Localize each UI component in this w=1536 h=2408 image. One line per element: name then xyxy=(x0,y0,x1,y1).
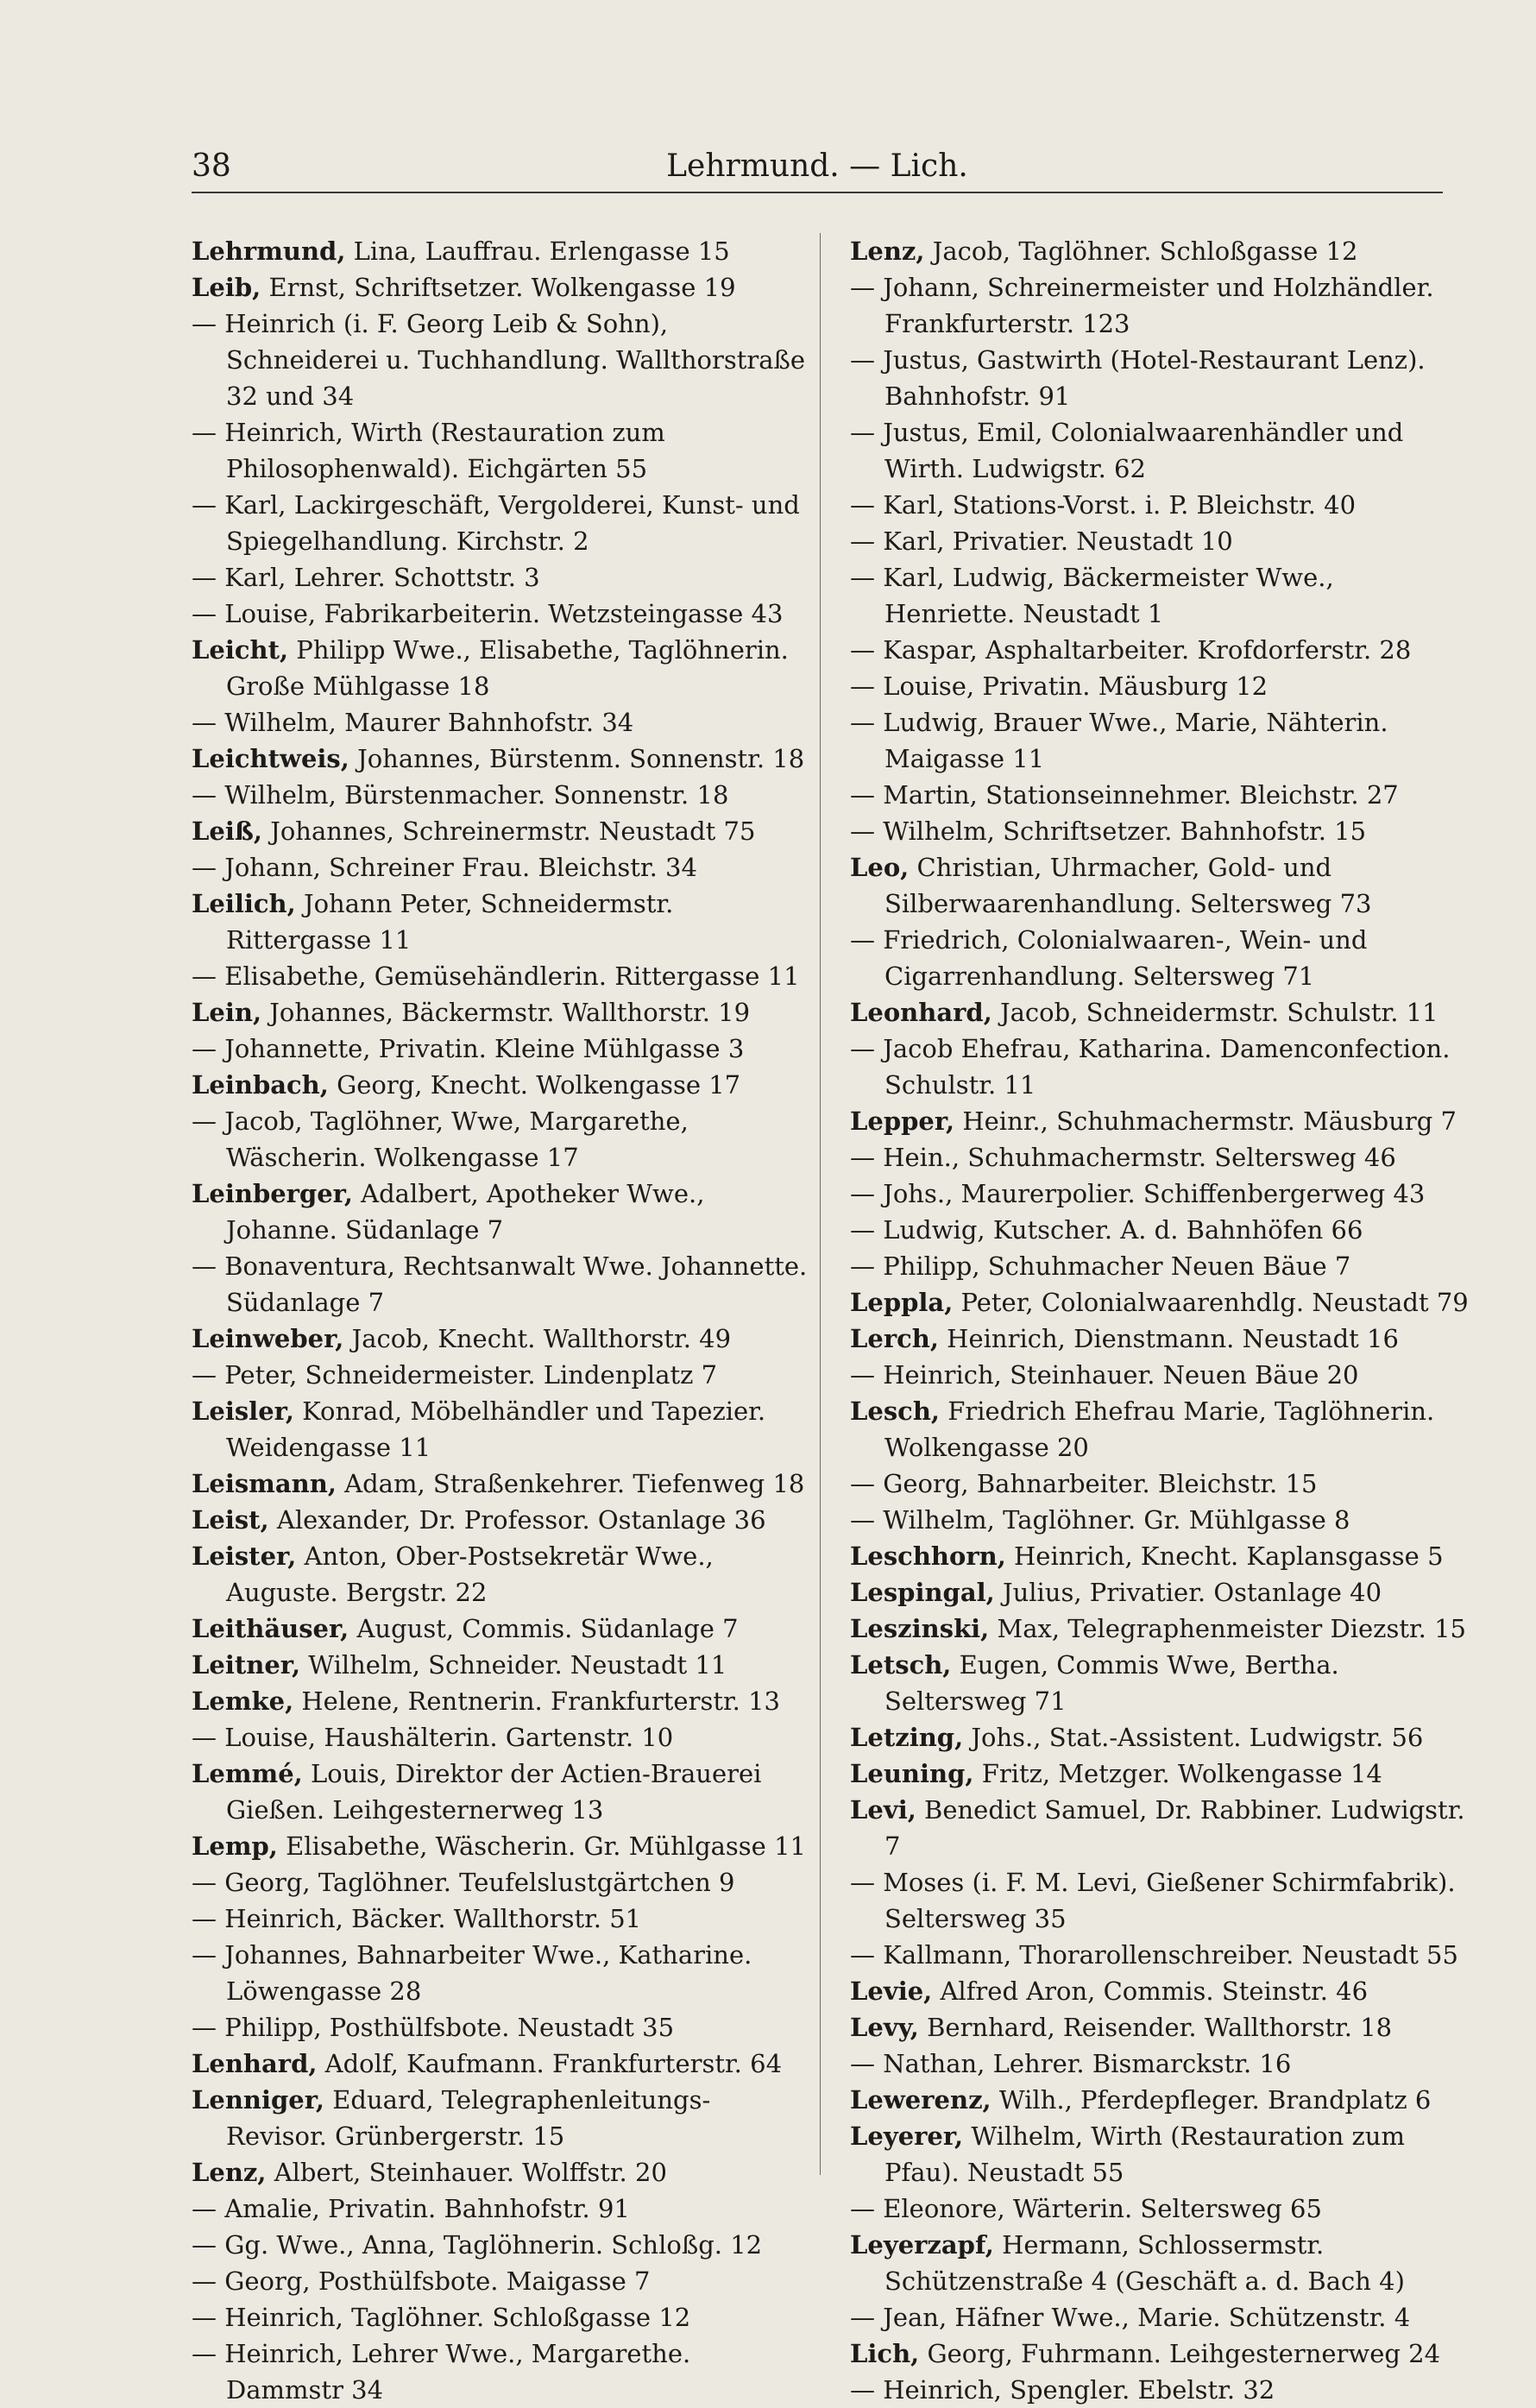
directory-entry xyxy=(192,741,811,777)
directory-entry xyxy=(850,1937,1470,1973)
directory-entry xyxy=(192,2263,811,2299)
entry-surname: Lerch, xyxy=(850,1324,939,1353)
entry-details: Helene, Rentnerin. Frankfurterstr. 13 xyxy=(293,1686,781,1716)
entry-details: Wilh., Pferdepfleger. Brandplatz 6 xyxy=(991,2085,1432,2115)
entry-details: — Karl, Privatier. Neustadt 10 xyxy=(850,526,1233,556)
entry-details: — Hein., Schuhmachermstr. Seltersweg 46 xyxy=(850,1143,1396,1172)
directory-entry xyxy=(192,1538,811,1611)
entry-details: — Bonaventura, Rechtsanwalt Wwe. Johannette. Südanlage 7 xyxy=(192,1251,808,1317)
directory-entry xyxy=(850,1538,1470,1574)
directory-entry xyxy=(192,849,811,886)
entry-details: — Johannes, Bahnarbeiter Wwe., Katharine. Löwengasse 28 xyxy=(192,1940,752,2006)
entry-details: — Friedrich, Colonialwaaren-, Wein- und Cigarrenhandlung. Seltersweg 71 xyxy=(850,925,1368,991)
entry-surname: Lenniger, xyxy=(192,2085,325,2115)
directory-entry xyxy=(192,777,811,813)
entry-surname: Leismann, xyxy=(192,1469,337,1498)
directory-entry xyxy=(192,269,811,306)
entry-surname: Letsch, xyxy=(850,1650,952,1680)
entry-surname: Lemmé, xyxy=(192,1759,303,1788)
directory-entry xyxy=(192,2299,811,2336)
entry-details: — Heinrich, Wirth (Restauration zum Philosophenwald). Eichgärten 55 xyxy=(192,418,665,483)
directory-entry xyxy=(192,1067,811,1103)
entry-details: — Eleonore, Wärterin. Seltersweg 65 xyxy=(850,2194,1322,2223)
directory-entry xyxy=(850,813,1470,849)
header-rule xyxy=(192,192,1443,193)
directory-entry xyxy=(850,2191,1470,2227)
entry-surname: Lich, xyxy=(850,2339,920,2368)
directory-entry xyxy=(192,1683,811,1719)
directory-entry xyxy=(850,1139,1470,1176)
directory-entry xyxy=(192,1864,811,1901)
entry-surname: Levy, xyxy=(850,2013,919,2042)
entry-surname: Leinberger, xyxy=(192,1179,353,1208)
entry-surname: Leinbach, xyxy=(192,1070,329,1100)
entry-details: Friedrich Ehefrau Marie, Taglöhnerin. Wolkengasse 20 xyxy=(884,1396,1435,1462)
directory-entry xyxy=(192,1321,811,1357)
entry-surname: Lehrmund, xyxy=(192,236,346,266)
entry-details: Eugen, Commis Wwe, Bertha. Seltersweg 71 xyxy=(884,1650,1339,1716)
directory-entry xyxy=(850,1031,1470,1103)
directory-entry xyxy=(850,777,1470,813)
entry-surname: Lemke, xyxy=(192,1686,294,1716)
entry-details: — Karl, Lehrer. Schottstr. 3 xyxy=(192,563,540,592)
directory-entry xyxy=(850,2046,1470,2082)
page-header xyxy=(192,138,1443,190)
entry-details: Wilhelm, Schneider. Neustadt 11 xyxy=(300,1650,727,1680)
entry-details: Philipp Wwe., Elisabethe, Taglöhnerin. Große Mühlgasse 18 xyxy=(226,635,789,701)
entry-details: — Heinrich, Bäcker. Wallthorstr. 51 xyxy=(192,1904,642,1933)
directory-entry xyxy=(850,1103,1470,1139)
entry-surname: Leschhorn, xyxy=(850,1541,1006,1571)
entry-details: — Elisabethe, Gemüsehändlerin. Rittergasse 11 xyxy=(192,961,800,991)
entry-details: — Heinrich, Lehrer Wwe., Margarethe. Dammstr 34 xyxy=(192,2339,691,2405)
directory-entry xyxy=(192,1719,811,1756)
entry-surname: Leonhard, xyxy=(850,998,992,1027)
directory-entry xyxy=(850,2372,1470,2408)
entry-details: — Heinrich, Steinhauer. Neuen Bäue 20 xyxy=(850,1360,1359,1390)
entry-details: — Karl, Lackirgeschäft, Vergolderei, Kunst- und Spiegelhandlung. Kirchstr. 2 xyxy=(192,490,800,556)
entry-details: — Justus, Gastwirth (Hotel-Restaurant Lenz). Bahnhofstr. 91 xyxy=(850,345,1426,411)
entry-details: August, Commis. Südanlage 7 xyxy=(349,1614,739,1643)
directory-entry xyxy=(850,1248,1470,1284)
entry-surname: Leiß, xyxy=(192,816,262,846)
directory-entry xyxy=(850,342,1470,414)
entry-surname: Leisler, xyxy=(192,1396,294,1426)
entry-details: — Georg, Posthülfsbote. Maigasse 7 xyxy=(192,2266,651,2296)
directory-entry xyxy=(192,2046,811,2082)
directory-entry xyxy=(192,2191,811,2227)
directory-entry xyxy=(850,1176,1470,1212)
directory-entry xyxy=(850,414,1470,487)
entry-surname: Leib, xyxy=(192,273,261,302)
entry-surname: Leyerer, xyxy=(850,2121,964,2151)
directory-entry xyxy=(192,2154,811,2191)
directory-entry xyxy=(850,269,1470,342)
entry-details: Heinrich, Knecht. Kaplansgasse 5 xyxy=(1005,1541,1444,1571)
directory-entry xyxy=(850,233,1470,269)
entry-details: Anton, Ober-Postsekretär Wwe., Auguste. Bergstr. 22 xyxy=(226,1541,714,1607)
directory-entry xyxy=(192,1466,811,1502)
entry-surname: Lenz, xyxy=(850,236,925,266)
entry-details: Johann Peter, Schneidermstr. Rittergasse 11 xyxy=(226,889,674,955)
running-head: Lehrmund. — Lich. xyxy=(666,148,968,184)
directory-entry xyxy=(850,1792,1470,1864)
entry-details: — Louise, Privatin. Mäusburg 12 xyxy=(850,671,1268,701)
entry-details: Adam, Straßenkehrer. Tiefenweg 18 xyxy=(336,1469,805,1498)
entry-details: — Karl, Ludwig, Bäckermeister Wwe., Henriette. Neustadt 1 xyxy=(850,563,1334,628)
entry-details: Albert, Steinhauer. Wolffstr. 20 xyxy=(266,2158,667,2187)
entry-details: Christian, Uhrmacher, Gold- und Silberwaarenhandlung. Seltersweg 73 xyxy=(884,853,1372,918)
entry-details: Jacob, Knecht. Wallthorstr. 49 xyxy=(343,1324,732,1353)
directory-entry xyxy=(850,1574,1470,1611)
entry-details: — Jean, Häfner Wwe., Marie. Schützenstr. 4 xyxy=(850,2303,1411,2332)
directory-entry xyxy=(192,1502,811,1538)
entry-details: Benedict Samuel, Dr. Rabbiner. Ludwigstr. 7 xyxy=(884,1795,1465,1861)
entry-surname: Leilich, xyxy=(192,889,296,918)
directory-entry xyxy=(192,233,811,269)
entry-details: — Ludwig, Kutscher. A. d. Bahnhöfen 66 xyxy=(850,1215,1363,1245)
entry-details: Jacob, Schneidermstr. Schulstr. 11 xyxy=(991,998,1438,1027)
directory-entry xyxy=(192,559,811,596)
entry-surname: Lesch, xyxy=(850,1396,941,1426)
entry-surname: Lein, xyxy=(192,998,262,1027)
directory-entry xyxy=(192,2336,811,2408)
entry-details: — Johann, Schreinermeister und Holzhändler. Frankfurterstr. 123 xyxy=(850,273,1434,338)
entry-details: — Martin, Stationseinnehmer. Bleichstr. 27 xyxy=(850,780,1399,810)
directory-entry xyxy=(850,2299,1470,2336)
directory-entry xyxy=(192,958,811,994)
entry-details: Johannes, Bäckermstr. Wallthorstr. 19 xyxy=(261,998,751,1027)
directory-entry xyxy=(850,1864,1470,1937)
directory-entry xyxy=(850,2336,1470,2372)
entry-details: — Louise, Fabrikarbeiterin. Wetzsteingasse 43 xyxy=(192,599,784,628)
entry-details: — Johannette, Privatin. Kleine Mühlgasse 3 xyxy=(192,1034,745,1063)
directory-entry xyxy=(192,704,811,741)
directory-entry xyxy=(850,2082,1470,2118)
directory-entry xyxy=(850,1611,1470,1647)
directory-entry xyxy=(850,994,1470,1031)
directory-entry xyxy=(192,1937,811,2009)
entry-details: Konrad, Möbelhändler und Tapezier. Weidengasse 11 xyxy=(226,1396,766,1462)
entry-details: Eduard, Telegraphenleitungs-Revisor. Grünbergerstr. 15 xyxy=(226,2085,711,2151)
directory-entry xyxy=(192,994,811,1031)
entry-details: Jacob, Taglöhner. Schloßgasse 12 xyxy=(924,236,1358,266)
entry-details: — Justus, Emil, Colonialwaarenhändler und Wirth. Ludwigstr. 62 xyxy=(850,418,1404,483)
directory-entry xyxy=(192,1611,811,1647)
directory-entry xyxy=(192,487,811,559)
directory-entry xyxy=(192,2082,811,2154)
directory-entry xyxy=(192,1756,811,1828)
entry-surname: Leinweber, xyxy=(192,1324,344,1353)
entry-details: — Philipp, Schuhmacher Neuen Bäue 7 xyxy=(850,1251,1351,1281)
entry-details: Ernst, Schriftsetzer. Wolkengasse 19 xyxy=(261,273,736,302)
entry-details: Alfred Aron, Commis. Steinstr. 46 xyxy=(932,1976,1369,2006)
entry-details: Fritz, Metzger. Wolkengasse 14 xyxy=(973,1759,1382,1788)
entry-details: Adolf, Kaufmann. Frankfurterstr. 64 xyxy=(317,2049,783,2078)
directory-entry xyxy=(192,1357,811,1393)
entry-surname: Lespingal, xyxy=(850,1578,995,1607)
entry-details: — Wilhelm, Bürstenmacher. Sonnenstr. 18 xyxy=(192,780,729,810)
directory-entry xyxy=(850,1719,1470,1756)
directory-entry xyxy=(850,849,1470,922)
entry-details: Heinr., Schuhmachermstr. Mäusburg 7 xyxy=(954,1106,1457,1136)
directory-entry xyxy=(192,1103,811,1176)
directory-entry xyxy=(192,813,811,849)
directory-entry xyxy=(850,704,1470,777)
directory-entry xyxy=(850,1321,1470,1357)
entry-details: — Jacob, Taglöhner, Wwe, Margarethe, Wäscherin. Wolkengasse 17 xyxy=(192,1106,689,1172)
directory-entry xyxy=(192,306,811,414)
entry-details: — Wilhelm, Taglöhner. Gr. Mühlgasse 8 xyxy=(850,1505,1350,1535)
entry-surname: Leichtweis, xyxy=(192,744,349,773)
directory-entry xyxy=(192,1828,811,1864)
directory-entry xyxy=(850,668,1470,704)
directory-entry xyxy=(850,922,1470,994)
entry-details: — Philipp, Posthülfsbote. Neustadt 35 xyxy=(192,2013,675,2042)
entry-details: Alexander, Dr. Professor. Ostanlage 36 xyxy=(268,1505,766,1535)
entry-surname: Leyerzapf, xyxy=(850,2230,994,2260)
entry-surname: Levie, xyxy=(850,1976,933,2006)
directory-entry xyxy=(850,1212,1470,1248)
entry-surname: Leicht, xyxy=(192,635,289,665)
entry-details: Louis, Direktor der Actien-Brauerei Gießen. Leihgesternerweg 13 xyxy=(226,1759,762,1825)
entry-details: Johannes, Schreinermstr. Neustadt 75 xyxy=(262,816,756,846)
directory-entry xyxy=(850,2009,1470,2046)
entry-details: Georg, Fuhrmann. Leihgesternerweg 24 xyxy=(919,2339,1441,2368)
entry-surname: Leist, xyxy=(192,1505,269,1535)
directory-entry xyxy=(850,1357,1470,1393)
directory-entry xyxy=(850,1393,1470,1466)
entry-surname: Levi, xyxy=(850,1795,916,1825)
directory-entry xyxy=(192,1176,811,1248)
entry-details: — Heinrich, Taglöhner. Schloßgasse 12 xyxy=(192,2303,691,2332)
entry-surname: Leo, xyxy=(850,853,910,882)
entry-details: — Jacob Ehefrau, Katharina. Damenconfection. Schulstr. 11 xyxy=(850,1034,1451,1100)
entry-details: Johs., Stat.-Assistent. Ludwigstr. 56 xyxy=(963,1723,1424,1752)
entry-surname: Lenz, xyxy=(192,2158,267,2187)
entry-details: — Moses (i. F. M. Levi, Gießener Schirmfabrik). Seltersweg 35 xyxy=(850,1868,1456,1933)
directory-entry xyxy=(850,2118,1470,2191)
directory-entry xyxy=(192,1901,811,1937)
entry-details: Max, Telegraphenmeister Diezstr. 15 xyxy=(989,1614,1466,1643)
entry-surname: Lemp, xyxy=(192,1831,278,1861)
column-left xyxy=(192,233,811,2408)
entry-details: — Georg, Bahnarbeiter. Bleichstr. 15 xyxy=(850,1469,1318,1498)
entry-details: Georg, Knecht. Wolkengasse 17 xyxy=(328,1070,741,1100)
entry-surname: Leithäuser, xyxy=(192,1614,349,1643)
entry-surname: Leszinski, xyxy=(850,1614,990,1643)
column-divider xyxy=(820,233,821,2175)
directory-entry xyxy=(192,632,811,704)
directory-entry xyxy=(850,1756,1470,1792)
entry-surname: Lenhard, xyxy=(192,2049,318,2078)
entry-surname: Leppla, xyxy=(850,1288,954,1317)
entry-details: — Johs., Maurerpolier. Schiffenbergerweg 43 xyxy=(850,1179,1426,1208)
entry-details: — Johann, Schreiner Frau. Bleichstr. 34 xyxy=(192,853,697,882)
directory-entry xyxy=(192,1031,811,1067)
directory-entry xyxy=(850,1466,1470,1502)
directory-entry xyxy=(850,523,1470,559)
entry-details: Peter, Colonialwaarenhdlg. Neustadt 79 xyxy=(953,1288,1469,1317)
entry-details: — Nathan, Lehrer. Bismarckstr. 16 xyxy=(850,2049,1292,2078)
entry-surname: Leuning, xyxy=(850,1759,974,1788)
entry-details: Adalbert, Apotheker Wwe., Johanne. Südanlage 7 xyxy=(226,1179,705,1245)
directory-entry xyxy=(850,1502,1470,1538)
entry-details: — Amalie, Privatin. Bahnhofstr. 91 xyxy=(192,2194,630,2223)
entry-details: Johannes, Bürstenm. Sonnenstr. 18 xyxy=(349,744,805,773)
entry-details: — Karl, Stations-Vorst. i. P. Bleichstr. 40 xyxy=(850,490,1357,520)
directory-entry xyxy=(850,632,1470,668)
entry-details: Hermann, Schlossermstr. Schützenstraße 4 (Geschäft a. d. Bach 4) xyxy=(884,2230,1405,2296)
entry-details: — Ludwig, Brauer Wwe., Marie, Nähterin. Maigasse 11 xyxy=(850,708,1388,773)
directory-entry xyxy=(192,1647,811,1683)
directory-entry xyxy=(192,2227,811,2263)
entry-details: — Louise, Haushälterin. Gartenstr. 10 xyxy=(192,1723,674,1752)
directory-entry xyxy=(192,414,811,487)
entry-details: Lina, Lauffrau. Erlengasse 15 xyxy=(345,236,730,266)
entry-details: Julius, Privatier. Ostanlage 40 xyxy=(994,1578,1382,1607)
entry-details: — Georg, Taglöhner. Teufelslustgärtchen 9 xyxy=(192,1868,735,1897)
directory-entry xyxy=(850,1647,1470,1719)
directory-entry xyxy=(192,1248,811,1321)
entry-details: Wilhelm, Wirth (Restauration zum Pfau). Neustadt 55 xyxy=(884,2121,1405,2187)
directory-entry xyxy=(850,1973,1470,2009)
entry-details: Heinrich, Dienstmann. Neustadt 16 xyxy=(938,1324,1399,1353)
directory-entry xyxy=(850,559,1470,632)
column-right xyxy=(850,233,1470,2408)
entry-details: — Wilhelm, Schriftsetzer. Bahnhofstr. 15 xyxy=(850,816,1367,846)
directory-entry xyxy=(192,1393,811,1466)
entry-surname: Lewerenz, xyxy=(850,2085,991,2115)
directory-entry xyxy=(850,1284,1470,1321)
directory-entry xyxy=(192,596,811,632)
entry-surname: Lepper, xyxy=(850,1106,955,1136)
entry-details: — Heinrich (i. F. Georg Leib & Sohn), Schneiderei u. Tuchhandlung. Wallthorstraße 32 und 34 xyxy=(192,309,806,411)
directory-entry xyxy=(850,487,1470,523)
page-number: 38 xyxy=(192,148,231,184)
directory-entry xyxy=(850,2227,1470,2299)
entry-details: — Wilhelm, Maurer Bahnhofstr. 34 xyxy=(192,708,634,737)
entry-details: — Peter, Schneidermeister. Lindenplatz 7 xyxy=(192,1360,718,1390)
entry-details: Elisabethe, Wäscherin. Gr. Mühlgasse 11 xyxy=(277,1831,806,1861)
entry-details: — Kaspar, Asphaltarbeiter. Krofdorferstr. 28 xyxy=(850,635,1412,665)
entry-details: — Kallmann, Thorarollenschreiber. Neustadt 55 xyxy=(850,1940,1458,1970)
entry-surname: Leitner, xyxy=(192,1650,301,1680)
directory-entry xyxy=(192,2009,811,2046)
entry-details: — Gg. Wwe., Anna, Taglöhnerin. Schloßg. 12 xyxy=(192,2230,763,2260)
entry-details: Bernhard, Reisender. Wallthorstr. 18 xyxy=(918,2013,1393,2042)
entry-surname: Letzing, xyxy=(850,1723,964,1752)
directory-entry xyxy=(192,886,811,958)
entry-surname: Leister, xyxy=(192,1541,297,1571)
entry-details: — Heinrich, Spengler. Ebelstr. 32 xyxy=(850,2375,1275,2405)
